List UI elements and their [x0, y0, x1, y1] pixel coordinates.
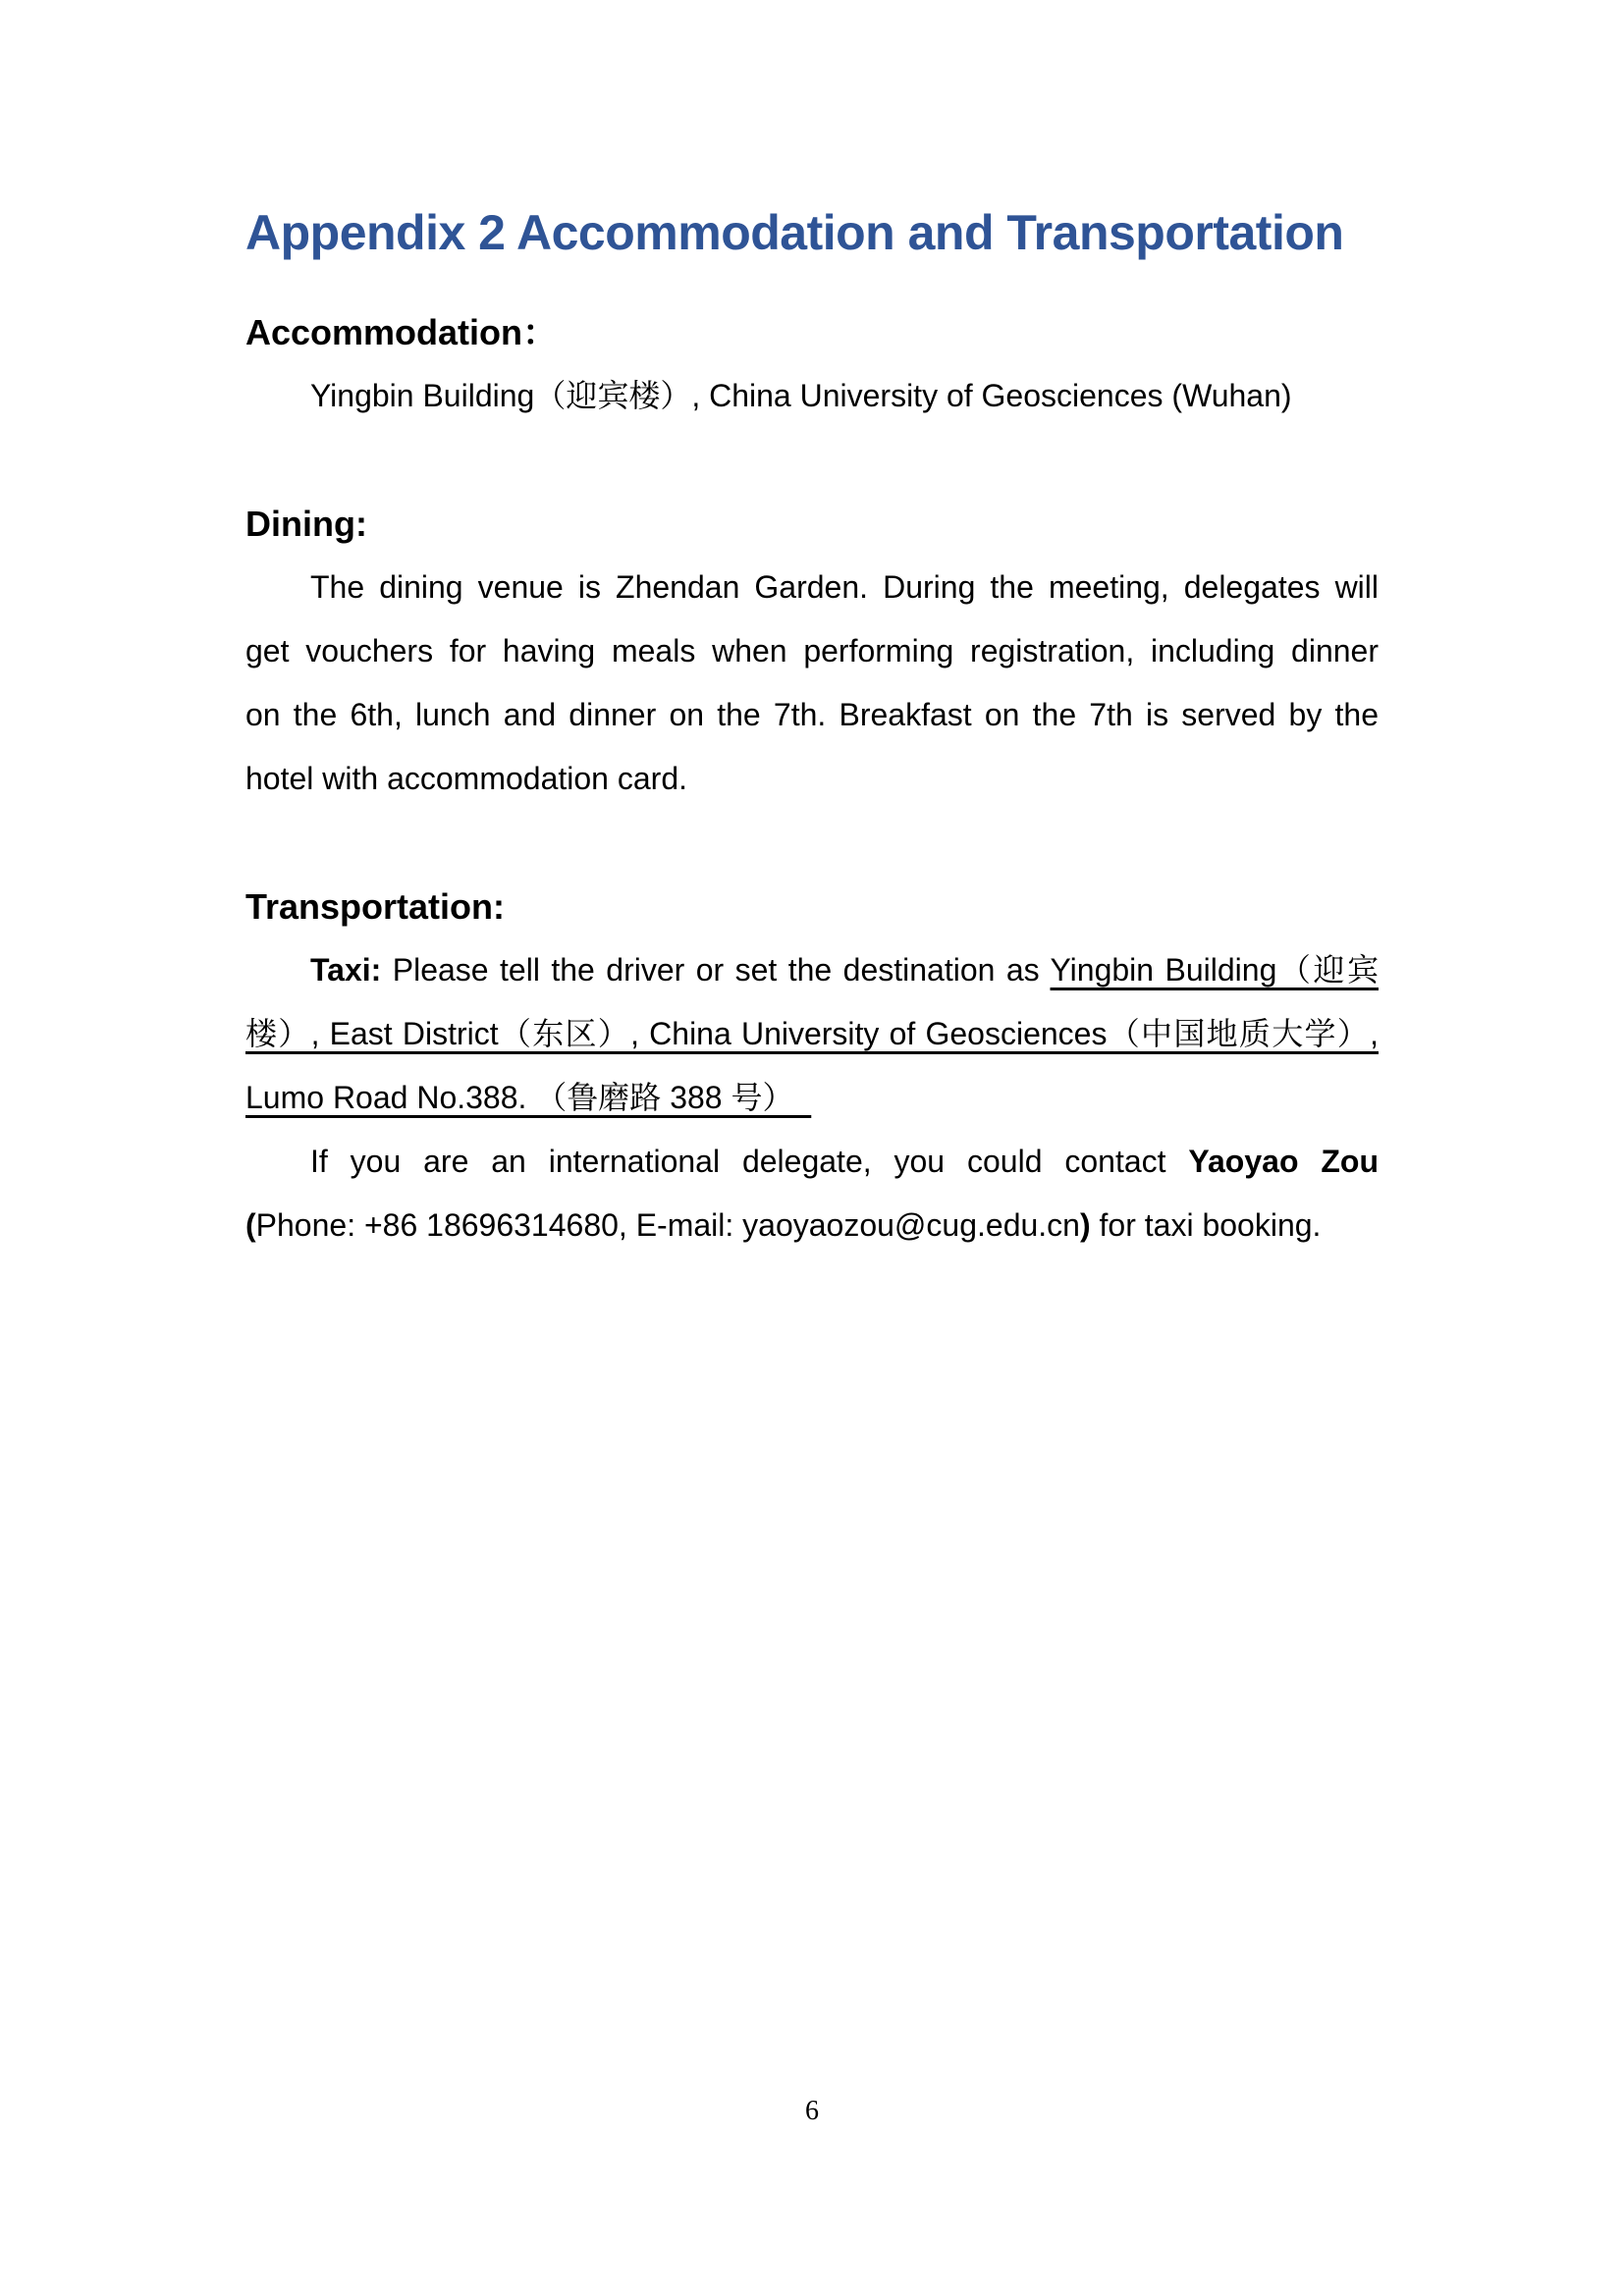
text-run: Yingbin Building（迎宾 — [1050, 952, 1379, 988]
text-run: Transportation: — [245, 886, 506, 927]
page-title: Appendix 2 Accommodation and Transportation — [245, 205, 1344, 260]
text-run: The dining venue is Zhendan Garden. During the meeting, delegates will — [310, 569, 1379, 605]
text-run: Please tell the driver or set the destination as — [381, 952, 1051, 988]
text-run: If you are an international delegate, you could contact — [310, 1144, 1189, 1179]
text-run: Accommodation： — [245, 312, 559, 352]
text-run: hotel with accommodation card. — [245, 761, 687, 796]
dining-paragraph-line — [245, 619, 1379, 683]
text-run: Yaoyao Zou — [1188, 1144, 1380, 1179]
taxi-paragraph-line — [245, 1066, 1379, 1130]
document-content — [245, 202, 1379, 1257]
text-run: get vouchers for having meals when performing registration, including dinner — [245, 633, 1379, 668]
text-run: ( — [245, 1207, 256, 1243]
blank-line — [245, 428, 1379, 492]
text-run: for taxi booking. — [1090, 1207, 1322, 1243]
text-run: Dining: — [245, 504, 367, 544]
dining-paragraph-line — [245, 556, 1379, 619]
dining-paragraph-line — [245, 683, 1379, 747]
text-run: on the 6th, lunch and dinner on the 7th. Breakfast on the 7th is served by the — [245, 697, 1379, 732]
dining-paragraph-line — [245, 747, 1379, 811]
contact-paragraph-line — [245, 1130, 1379, 1194]
taxi-paragraph-line — [245, 1002, 1379, 1066]
text-run: Taxi: — [310, 952, 382, 988]
document-body — [245, 300, 1379, 1257]
text-run: Phone: +86 18696314680, E-mail: yaoyaozou@cug.edu.cn — [255, 1207, 1080, 1243]
text-run: Yingbin Building（迎宾楼）, China University of Geosciences (Wuhan) — [310, 378, 1292, 413]
contact-paragraph-line — [245, 1194, 1379, 1257]
text-run: Lumo Road No.388. （鲁磨路 388 号） — [245, 1080, 812, 1115]
text-run: 楼）, East District（东区）, China University of Geosciences（中国地质大学）, — [245, 1016, 1379, 1051]
dining-heading — [245, 492, 1379, 556]
transportation-heading — [245, 875, 1379, 938]
taxi-paragraph-line — [245, 938, 1379, 1002]
accommodation-body-line — [245, 364, 1379, 428]
page-number: 6 — [805, 2096, 819, 2126]
text-run: ) — [1079, 1207, 1091, 1243]
accommodation-heading — [245, 300, 1379, 364]
blank-line — [245, 811, 1379, 875]
